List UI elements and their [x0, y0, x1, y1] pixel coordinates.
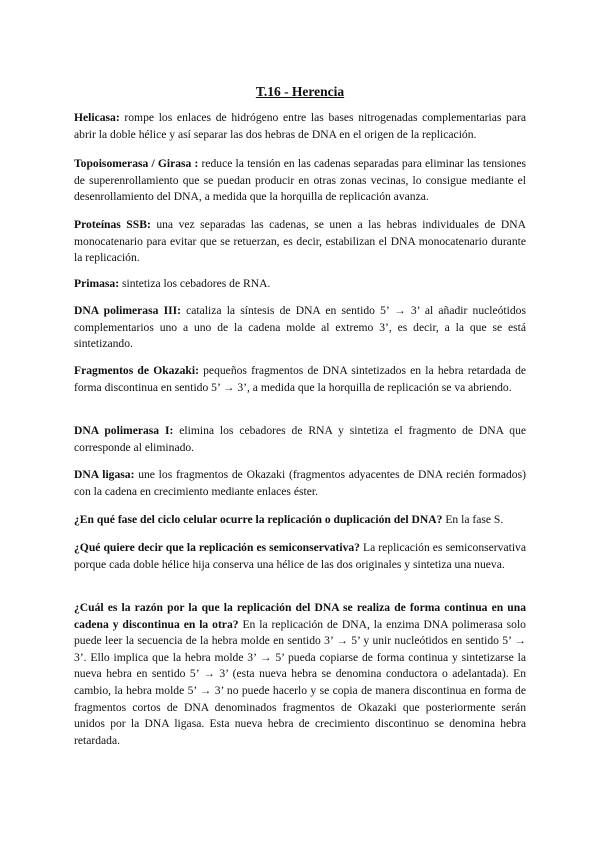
question-label: ¿Qué quiere decir que la replicación es semiconservativa? [74, 541, 360, 554]
definition-fragmentos-okazaki [74, 363, 526, 396]
question-fase-ciclo [74, 512, 526, 529]
term-label: DNA ligasa: [74, 468, 135, 481]
term-label: Fragmentos de Okazaki: [74, 364, 199, 377]
definition-proteinas-ssb [74, 217, 526, 267]
answer-text: En la replicación de DNA, la enzima DNA polimerasa solo puede leer la secuencia de la hebra molde en sentido 3’ → 5’ y unir nucleótidos en sentido 5’ → 3’. Ello implica que la hebra molde 3’ → 5’ pueda copiarse de forma continua y sintetizarse la nueva hebra en sentido 5’ → 3’ (esta nueva hebra se denomina conductora o adelantada). En cambio, la hebra molde 5’ → 3’ no puede hacerlo y se copia de manera discontinua en forma de fragmentos cortos de DNA denominados fragmentos de Okazaki que posteriormente serán unidos por la DNA ligasa. Esta nueva hebra de crecimiento discontinuo se denomina hebra retardada. [74, 617, 526, 747]
term-text: elimina los cebadores de RNA y sintetiza el fragmento de DNA que corresponde al eliminado. [74, 424, 527, 454]
definition-dna-polimerasa-i [74, 423, 526, 456]
term-text: une los fragmentos de Okazaki (fragmentos adyacentes de DNA recién formados) con la cadena en crecimiento mediante enlaces éster. [74, 468, 526, 498]
definition-helicasa [74, 110, 526, 143]
definition-dna-ligasa [74, 467, 526, 500]
question-continua-discontinua [74, 600, 526, 749]
question-semiconservativa [74, 540, 526, 573]
term-text: sintetiza los cebadores de RNA. [119, 277, 271, 290]
term-label: DNA polimerasa III: [74, 304, 181, 317]
answer-text: La replicación es semiconservativa porque cada doble hélice hija conserva una hélice de las dos originales y sintetiza una nueva. [74, 541, 526, 571]
term-text: una vez separadas las cadenas, se unen a las hebras individuales de DNA monocatenario para evitar que se retuerzan, es decir, estabilizan el DNA monocatenario durante la replicación. [74, 218, 527, 265]
page-title: T.16 - Herencia [255, 84, 345, 99]
definition-topoisomerasa [74, 156, 526, 206]
term-text: reduce la tensión en las cadenas separadas para eliminar las tensiones de superenrollamiento que se puedan producir en otras zonas vecinas, lo consigue mediante el desenrollamiento del DNA, a medida que la horquilla de replicación avanza. [74, 157, 527, 204]
term-label: Proteínas SSB: [74, 218, 151, 231]
term-label: Topoisomerasa / Girasa : [74, 157, 199, 170]
answer-text: En la fase S. [442, 513, 504, 526]
term-text: cataliza la síntesis de DNA en sentido 5’ → 3’ al añadir nucleótidos complementarios uno a uno de la cadena molde al extremo 3’, es decir, a la que se está sintetizando. [74, 304, 526, 351]
term-label: DNA polimerasa I: [74, 424, 174, 437]
term-label: Helicasa: [74, 111, 120, 124]
term-text: pequeños fragmentos de DNA sintetizados en la hebra retardada de forma discontinua en sentido 5’ → 3’, a medida que la horquilla de replicación se va abriendo. [74, 364, 527, 394]
question-label: ¿En qué fase del ciclo celular ocurre la replicación o duplicación del DNA? [74, 513, 443, 526]
question-label: ¿Cuál es la razón por la que la replicación del DNA se realiza de forma continua en una cadena y discontinua en la otra? [74, 601, 526, 631]
definition-primasa [74, 276, 526, 293]
term-text: rompe los enlaces de hidrógeno entre las bases nitrogenadas complementarias para abrir la doble hélice y así separar las dos hebras de DNA en el origen de la replicación. [74, 111, 526, 141]
term-label: Primasa: [74, 277, 120, 290]
definition-dna-polimerasa-iii [74, 303, 526, 353]
